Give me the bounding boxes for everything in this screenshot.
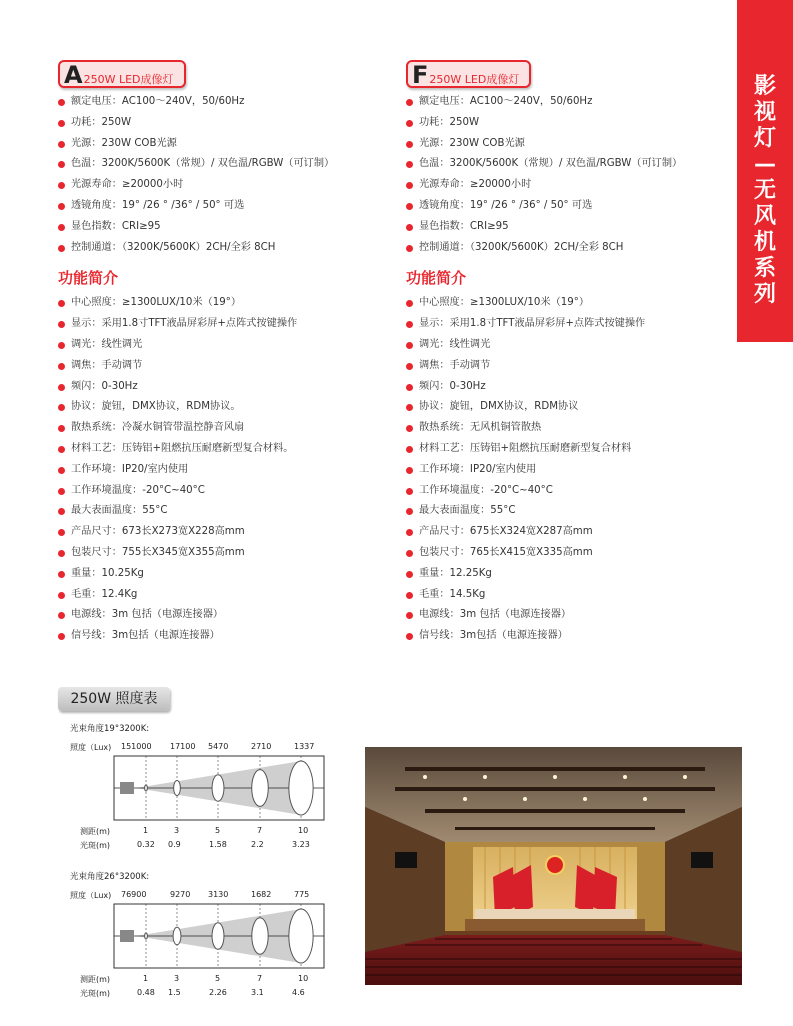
- product-f-title: 250W LED成像灯: [429, 73, 520, 86]
- lux-value: 3130: [208, 890, 229, 899]
- auditorium-illustration: [365, 747, 742, 985]
- beam-diagram: [58, 754, 338, 824]
- spec-item: 毛重：12.4Kg: [58, 585, 388, 606]
- distance-value: 1: [143, 826, 149, 835]
- distance-value: 3: [174, 826, 180, 835]
- product-a-features: [58, 293, 388, 647]
- lux-chart-19deg: [58, 722, 338, 852]
- spec-item: 功耗：250W: [406, 113, 736, 134]
- lux-value: 1682: [251, 890, 272, 899]
- spec-item: 包装尺寸：765长X415宽X335高mm: [406, 543, 736, 564]
- distance-value: 3: [174, 974, 180, 983]
- spec-item: 协议：旋钮，DMX协议，RDM协议。: [58, 397, 388, 418]
- spec-item: 重量：10.25Kg: [58, 564, 388, 585]
- product-a-features-title: 功能简介: [58, 269, 119, 288]
- product-a-tag: [58, 60, 186, 88]
- spec-item: 产品尺寸：673长X273宽X228高mm: [58, 522, 388, 543]
- side-tab-char: 系: [753, 256, 776, 281]
- spec-item: 调焦：手动调节: [406, 356, 736, 377]
- spot-value: 2.26: [209, 988, 227, 997]
- spec-item: 透镜角度：19° /26 ° /36° / 50° 可选: [58, 196, 388, 217]
- product-f-specs: [406, 92, 736, 258]
- side-tab-char: 机: [753, 230, 776, 255]
- spec-item: 工作环境温度：-20°C~40°C: [406, 481, 736, 502]
- distance-label: 测距(m): [80, 975, 111, 984]
- distance-label: 测距(m): [80, 827, 111, 836]
- spec-item: 工作环境温度：-20°C~40°C: [58, 481, 388, 502]
- spot-value: 3.23: [292, 840, 310, 849]
- lux-value: 17100: [170, 742, 196, 751]
- spec-item: 重量：12.25Kg: [406, 564, 736, 585]
- spec-item: 功耗：250W: [58, 113, 388, 134]
- spec-item: 光源寿命：≥20000小时: [406, 175, 736, 196]
- light-spot: [289, 909, 313, 963]
- spec-item: 控制通道：（3200K/5600K）2CH/全彩 8CH: [58, 238, 388, 259]
- side-tab-char: 灯: [753, 126, 776, 151]
- spec-item: 材料工艺：压铸铝+阻燃抗压耐磨新型复合材料: [406, 439, 736, 460]
- spec-item: 工作环境：IP20/室内使用: [406, 460, 736, 481]
- side-tab-char: 风: [753, 204, 776, 229]
- spec-item: 光源寿命：≥20000小时: [58, 175, 388, 196]
- spec-item: 额定电压：AC100～240V，50/60Hz: [406, 92, 736, 113]
- spec-item: 频闪：0-30Hz: [58, 377, 388, 398]
- spec-item: 透镜角度：19° /26 ° /36° / 50° 可选: [406, 196, 736, 217]
- spec-item: 中心照度：≥1300LUX/10米（19°）: [58, 293, 388, 314]
- lux-value: 5470: [208, 742, 229, 751]
- chart-title: 光束角度19°3200K:: [70, 724, 150, 734]
- spec-item: 色温：3200K/5600K（常规）/ 双色温/RGBW（可订制）: [406, 154, 736, 175]
- spec-item: 工作环境：IP20/室内使用: [58, 460, 388, 481]
- product-a-letter: A: [64, 61, 83, 89]
- spec-item: 中心照度：≥1300LUX/10米（19°）: [406, 293, 736, 314]
- spec-item: 电源线：3m 包括（电源连接器）: [406, 605, 736, 626]
- spot-label: 光斑(m): [80, 841, 111, 850]
- distance-value: 7: [257, 974, 263, 983]
- auditorium-photo: [365, 747, 742, 985]
- product-f-tag: [406, 60, 531, 88]
- light-spot: [252, 918, 268, 954]
- chart-title: 光束角度26°3200K:: [70, 872, 150, 882]
- product-a-column: [58, 60, 388, 647]
- product-a-specs: [58, 92, 388, 258]
- spot-value: 1.58: [209, 840, 227, 849]
- spec-item: 材料工艺：压铸铝+阻燃抗压耐磨新型复合材料。: [58, 439, 388, 460]
- spec-item: 散热系统：无风机铜管散热: [406, 418, 736, 439]
- lux-value: 9270: [170, 890, 191, 899]
- spec-item: 频闪：0-30Hz: [406, 377, 736, 398]
- side-tab-char: —: [754, 152, 776, 177]
- product-f-features-title: 功能简介: [406, 269, 467, 288]
- spec-item: 包装尺寸：755长X345宽X355高mm: [58, 543, 388, 564]
- spec-item: 调光：线性调光: [406, 335, 736, 356]
- side-tab-char: 影: [753, 74, 776, 99]
- spec-item: 信号线：3m包括（电源连接器）: [58, 626, 388, 647]
- beam-diagram: [58, 902, 338, 972]
- light-spot: [252, 770, 269, 807]
- spec-item: 控制通道：（3200K/5600K）2CH/全彩 8CH: [406, 238, 736, 259]
- spec-item: 显色指数：CRI≥95: [406, 217, 736, 238]
- spec-item: 信号线：3m包括（电源连接器）: [406, 626, 736, 647]
- spec-item: 协议：旋钮，DMX协议，RDM协议: [406, 397, 736, 418]
- spec-item: 光源：230W COB光源: [406, 134, 736, 155]
- spec-item: 色温：3200K/5600K（常规）/ 双色温/RGBW（可订制）: [58, 154, 388, 175]
- spec-item: 调焦：手动调节: [58, 356, 388, 377]
- lux-value: 76900: [121, 890, 147, 899]
- product-f-letter: F: [412, 61, 429, 89]
- product-f-features: [406, 293, 736, 647]
- spec-item: 显色指数：CRI≥95: [58, 217, 388, 238]
- side-category-tab: [737, 0, 793, 342]
- lamp-icon: [120, 930, 134, 942]
- light-spot: [173, 927, 181, 945]
- spot-value: 2.2: [251, 840, 264, 849]
- distance-value: 1: [143, 974, 149, 983]
- spec-item: 毛重：14.5Kg: [406, 585, 736, 606]
- light-spot: [145, 785, 148, 791]
- spot-value: 3.1: [251, 988, 264, 997]
- side-tab-char: 无: [753, 178, 776, 203]
- distance-value: 10: [298, 826, 309, 835]
- spec-item: 电源线：3m 包括（电源连接器）: [58, 605, 388, 626]
- light-spot: [289, 761, 313, 815]
- spot-value: 4.6: [292, 988, 305, 997]
- spec-item: 产品尺寸：675长X324宽X287高mm: [406, 522, 736, 543]
- spot-value: 0.48: [137, 988, 155, 997]
- lux-label: 照度（Lux): [70, 743, 112, 752]
- distance-value: 10: [298, 974, 309, 983]
- side-tab-char: 视: [753, 100, 776, 125]
- lux-value: 775: [294, 890, 310, 899]
- lamp-icon: [120, 782, 134, 794]
- spec-item: 最大表面温度：55°C: [58, 501, 388, 522]
- spec-item: 显示：采用1.8寸TFT液晶屏彩屏+点阵式按键操作: [406, 314, 736, 335]
- lux-value: 151000: [121, 742, 152, 751]
- lux-value: 2710: [251, 742, 272, 751]
- spot-value: 0.9: [168, 840, 181, 849]
- lux-chart-26deg: [58, 870, 338, 1000]
- spec-item: 光源：230W COB光源: [58, 134, 388, 155]
- spec-item: 散热系统：冷凝水铜管带温控静音风扇: [58, 418, 388, 439]
- side-tab-char: 列: [753, 282, 776, 307]
- light-spot: [212, 923, 224, 950]
- spot-value: 1.5: [168, 988, 181, 997]
- spot-value: 0.32: [137, 840, 155, 849]
- distance-value: 5: [215, 826, 221, 835]
- product-f-column: [406, 60, 736, 647]
- lux-label: 照度（Lux): [70, 891, 112, 900]
- spec-item: 额定电压：AC100～240V，50/60Hz: [58, 92, 388, 113]
- light-spot: [174, 780, 181, 795]
- lux-value: 1337: [294, 742, 315, 751]
- light-spot: [145, 933, 148, 939]
- spot-label: 光斑(m): [80, 989, 111, 998]
- spec-item: 显示：采用1.8寸TFT液晶屏彩屏+点阵式按键操作: [58, 314, 388, 335]
- distance-value: 5: [215, 974, 221, 983]
- product-a-title: 250W LED成像灯: [83, 73, 174, 86]
- distance-value: 7: [257, 826, 263, 835]
- light-spot: [212, 775, 224, 801]
- spec-item: 最大表面温度：55°C: [406, 501, 736, 522]
- spec-item: 调光：线性调光: [58, 335, 388, 356]
- lux-table-header: 250W 照度表: [58, 687, 170, 711]
